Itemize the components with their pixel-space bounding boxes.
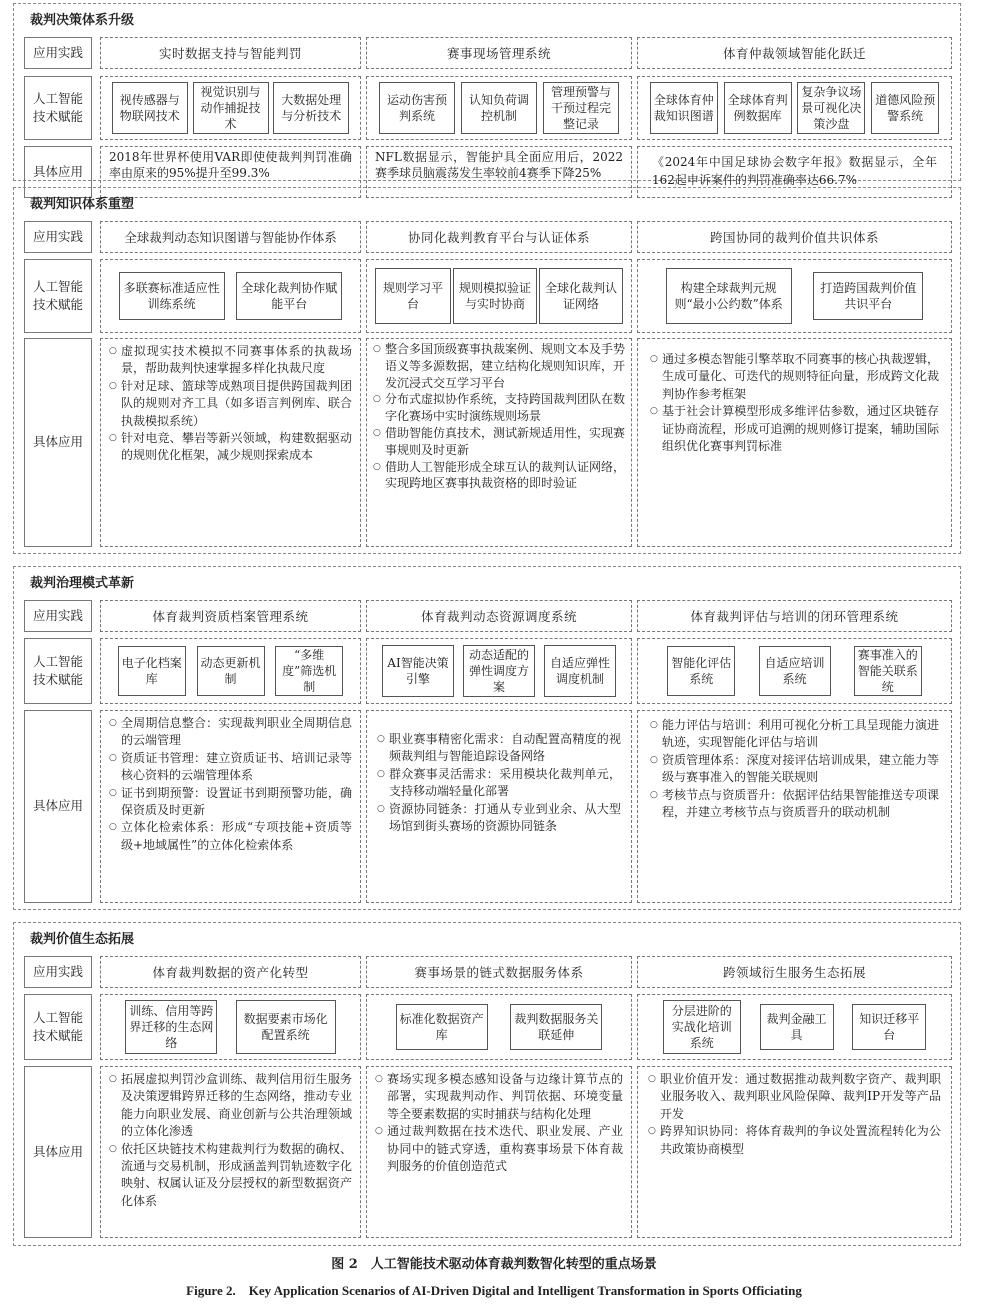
tech-box: 规则模拟验证与实时协商	[453, 268, 537, 324]
tech-box: 动态适配的弹性调度方案	[463, 645, 535, 697]
app-item-text: 基于社会计算模型形成多维评估参数，通过区块链存证协商流程，形成可追溯的规则修订提案，辅助国际组织优化赛事判罚标准	[662, 404, 939, 453]
app-item-text: 能力评估与培训：利用可视化分析工具呈现能力演进轨迹，实现智能化评估与培训	[662, 718, 939, 750]
tech-box: 认知负荷调控机制	[461, 82, 537, 134]
section-title: 裁判价值生态拓展	[30, 932, 135, 947]
bullet-icon: ○	[373, 344, 381, 354]
app-item	[648, 1123, 941, 1158]
app-item	[373, 391, 625, 425]
practice-header: 协同化裁判教育平台与认证体系	[366, 221, 632, 253]
tech-group	[100, 638, 361, 704]
tech-box: 裁判数据服务关联延伸	[510, 1004, 602, 1050]
app-item-text: 资源协同链条：打通从专业到业余、从大型场馆到街头赛场的资源协同链条	[389, 801, 621, 833]
bullet-icon: ○	[109, 718, 117, 728]
app-item-text: 跨界知识协同：将体育裁判的争议处置流程转化为公共政策协商模型	[660, 1124, 941, 1156]
app-item-text: 针对足球、篮球等成熟项目提供跨国裁判团队的规则对齐工具（如多语言判例库、联合执裁模拟系统）	[121, 378, 352, 428]
practice-header: 体育仲裁领域智能化跃迁	[637, 37, 952, 69]
tech-box: 打造跨国裁判价值共识平台	[813, 272, 923, 320]
tech-group	[100, 994, 361, 1060]
practice-row	[24, 221, 950, 253]
app-text	[100, 710, 361, 903]
bullet-icon: ○	[375, 1074, 383, 1084]
app-text	[637, 338, 952, 547]
bullet-icon: ○	[109, 752, 117, 763]
tech-box: AI智能决策引擎	[382, 645, 454, 697]
practice-header: 跨领域衍生服务生态拓展	[637, 956, 952, 988]
app-item-text: 赛场实现多模态感知设备与边缘计算节点的部署，实现裁判动作、判罚依据、环境变量等全要素数据的实时捕获与结构化处理	[387, 1072, 623, 1121]
app-item-text: 分布式虚拟协作系统，支持跨国裁判团队在数字化赛场中实时演练规则场景	[385, 392, 626, 424]
section-title: 裁判治理模式革新	[30, 576, 135, 591]
app-item	[373, 459, 625, 493]
tech-box: 训练、信用等跨界迁移的生态网络	[125, 1000, 217, 1054]
tech-group	[100, 76, 361, 140]
tech-row	[24, 76, 950, 140]
tech-label: 人工智能技术赋能	[24, 994, 92, 1060]
practice-row	[24, 956, 950, 988]
tech-box: 全球化裁判协作赋能平台	[236, 272, 342, 320]
bullet-icon: ○	[377, 734, 385, 744]
tech-group	[100, 259, 361, 333]
bullet-icon: ○	[109, 787, 117, 798]
tech-box: 构建全球裁判元规则“最小公约数”体系	[666, 268, 792, 324]
app-item-text: 职业价值开发：通过数据推动裁判数字资产、裁判职业服务收入、裁判职业风险保障、裁判IP开发等产品开发	[660, 1072, 941, 1121]
tech-box: 规则学习平台	[375, 268, 451, 324]
section-knowledge	[13, 187, 961, 554]
tech-box: 道德风险预警系统	[871, 82, 939, 134]
practice-row	[24, 600, 950, 632]
app-item	[375, 1071, 623, 1123]
tech-row	[24, 994, 950, 1060]
tech-label: 人工智能技术赋能	[24, 76, 92, 140]
practice-header: 体育裁判评估与培训的闭环管理系统	[637, 600, 952, 632]
tech-box: 视觉识别与动作捕捉技术	[193, 82, 269, 134]
bullet-icon: ○	[650, 754, 658, 765]
app-item-text: 通过裁判数据在技术迭代、职业发展、产业协同中的链式穿透，重构赛事场景下体育裁判服务的价值创造范式	[387, 1124, 623, 1173]
tech-label: 人工智能技术赋能	[24, 259, 92, 333]
tech-group	[637, 76, 952, 140]
tech-box: 自适应弹性调度机制	[544, 645, 616, 697]
tech-box: 智能化评估系统	[667, 646, 735, 696]
bullet-icon: ○	[109, 1074, 117, 1084]
app-text	[637, 1066, 952, 1238]
app-row	[24, 1066, 950, 1238]
practice-header: 全球裁判动态知识图谱与智能协作体系	[100, 221, 361, 253]
tech-box: 自适应培训系统	[759, 646, 831, 696]
app-item-text: 虚拟现实技术模拟不同赛事体系的执裁场景，帮助裁判快速掌握多样化执裁尺度	[121, 344, 352, 376]
bullet-icon: ○	[109, 822, 117, 833]
tech-box: “多维度”筛选机制	[275, 646, 343, 696]
figure-caption-zh: 图 2 人工智能技术驱动体育裁判数智化转型的重点场景	[331, 1257, 657, 1272]
bullet-icon: ○	[109, 346, 117, 356]
app-item-text: 2018年世界杯使用VAR即使使裁判判罚准确率由原来的95%提升至99.3%	[109, 150, 352, 181]
app-item	[648, 1071, 941, 1123]
app-item-text: 群众赛事灵活需求：采用模块化裁判单元，支持移动端轻量化部署	[389, 766, 621, 799]
app-item-text: 资质证书管理：建立资质证书、培训记录等核心资料的云端管理体系	[121, 750, 352, 783]
app-label: 具体应用	[24, 338, 92, 547]
tech-box: 视传感器与物联网技术	[112, 82, 188, 134]
tech-box: 电子化档案库	[118, 646, 186, 696]
app-item	[109, 378, 352, 430]
practice-label: 应用实践	[24, 37, 92, 69]
tech-box: 复杂争议场景可视化决策沙盘	[797, 82, 865, 134]
practice-row	[24, 37, 950, 69]
practice-header: 实时数据支持与智能判罚	[100, 37, 361, 69]
app-text	[366, 1066, 632, 1238]
app-item-text: 资质管理体系：深度对接评估培训成果，建立能力等级与赛事准入的智能关联规则	[662, 752, 939, 785]
app-item-text: 整合多国顶级赛事执裁案例、规则文本及手势语义等多源数据，建立结构化规则知识库，开发沉浸式交互学习平台	[385, 342, 626, 390]
tech-box: 分层进阶的实战化培训系统	[663, 1000, 741, 1054]
bullet-icon: ○	[650, 354, 658, 364]
tech-box: 动态更新机制	[197, 646, 265, 696]
app-item-text: NFL数据显示，智能护具全面应用后，2022赛季球员脑震荡发生率较前4赛季下降25%	[375, 150, 623, 181]
bullet-icon: ○	[650, 789, 658, 800]
tech-box: 全球体育判例数据库	[724, 82, 792, 134]
tech-box: 知识迁移平台	[852, 1004, 926, 1050]
app-label: 具体应用	[24, 710, 92, 903]
bullet-icon: ○	[109, 1143, 117, 1154]
app-item	[650, 351, 939, 403]
bullet-icon: ○	[375, 1126, 383, 1137]
app-item-text: 针对电竞、攀岩等新兴领域，构建数据驱动的规则优化框架，减少规则探索成本	[121, 430, 352, 463]
tech-group	[366, 638, 632, 704]
app-item	[109, 715, 352, 750]
app-item	[377, 766, 621, 801]
app-item	[373, 425, 625, 459]
app-item	[650, 787, 939, 822]
practice-header: 赛事场景的链式数据服务体系	[366, 956, 632, 988]
tech-box: 管理预警与干预过程完整记录	[543, 82, 619, 134]
app-item	[373, 341, 625, 391]
tech-box: 标准化数据资产库	[396, 1004, 488, 1050]
app-item	[109, 1071, 352, 1141]
app-item-text: 借助智能仿真技术，测试新规适用性，实现赛事规则及时更新	[385, 425, 626, 457]
app-item-text: 通过多模态智能引擎萃取不同赛事的核心执裁逻辑，生成可量化、可迭代的规则特征向量，形成跨文化裁判协作参考框架	[662, 352, 939, 401]
app-item	[109, 750, 352, 785]
app-label: 具体应用	[24, 1066, 92, 1238]
bullet-icon: ○	[377, 768, 385, 779]
bullet-icon: ○	[648, 1074, 656, 1084]
app-item	[109, 819, 352, 854]
app-item-text: 拓展虚拟判罚沙盒训练、裁判信用衍生服务及决策逻辑跨界迁移的生态网络，推动专业能力向职业发展、商业创新与公共治理领域的立体化渗透	[121, 1072, 352, 1139]
section-title: 裁判决策体系升级	[30, 13, 135, 28]
bullet-icon: ○	[373, 461, 381, 472]
tech-box: 数据要素市场化配置系统	[236, 1000, 336, 1054]
tech-box: 大数据处理与分析技术	[273, 82, 349, 134]
app-item	[650, 752, 939, 787]
tech-box: 运动伤害预判系统	[379, 82, 455, 134]
practice-label: 应用实践	[24, 600, 92, 632]
app-text	[366, 338, 632, 547]
app-text	[366, 710, 632, 903]
tech-row	[24, 259, 950, 333]
tech-box: 全球化裁判认证网络	[539, 268, 623, 324]
tech-group	[637, 994, 952, 1060]
app-item	[109, 1141, 352, 1211]
app-item	[109, 430, 352, 465]
bullet-icon: ○	[648, 1126, 656, 1137]
section-value	[13, 922, 961, 1246]
tech-group	[637, 638, 952, 704]
tech-row	[24, 638, 950, 704]
app-row	[24, 338, 950, 547]
section-decision	[13, 3, 961, 187]
practice-header: 体育裁判动态资源调度系统	[366, 600, 632, 632]
practice-header: 体育裁判资质档案管理系统	[100, 600, 361, 632]
tech-box: 赛事准入的智能关联系统	[854, 646, 922, 696]
app-item	[375, 1123, 623, 1175]
section-title: 裁判知识体系重塑	[30, 197, 135, 212]
app-item-text: 全周期信息整合：实现裁判职业全周期信息的云端管理	[121, 716, 352, 748]
tech-group	[366, 259, 632, 333]
app-text	[100, 338, 361, 547]
bullet-icon: ○	[373, 394, 381, 405]
bullet-icon: ○	[109, 432, 117, 443]
tech-box: 多联赛标准适应性训练系统	[119, 272, 225, 320]
app-item-text: 借助人工智能形成全球互认的裁判认证网络，实现跨地区赛事执裁资格的即时验证	[385, 459, 626, 491]
app-item	[109, 785, 352, 820]
bullet-icon: ○	[109, 380, 117, 391]
app-item-text: 立体化检索体系：形成“专项技能+资质等级+地域属性”的立体化检索体系	[121, 820, 352, 852]
practice-label: 应用实践	[24, 221, 92, 253]
app-item-text: 职业赛事精密化需求：自动配置高精度的视频裁判组与智能追踪设备网络	[389, 732, 621, 764]
bullet-icon: ○	[650, 406, 658, 417]
figure-caption-en: Figure 2. Key Application Scenarios of AI-Driven Digital and Intelligent Transformation in Sports Officiating	[186, 1283, 802, 1298]
practice-label: 应用实践	[24, 956, 92, 988]
tech-label: 人工智能技术赋能	[24, 638, 92, 704]
app-label: 具体应用	[24, 146, 92, 198]
app-item	[377, 801, 621, 836]
app-text	[100, 1066, 361, 1238]
tech-group	[366, 994, 632, 1060]
app-item-text: 证书到期预警：设置证书到期预警功能，确保资质及时更新	[121, 785, 352, 817]
app-item-text: 《2024年中国足球协会数字年报》数据显示，全年162起申诉案件的判罚准确率达66.7%	[652, 155, 937, 187]
bullet-icon: ○	[373, 427, 381, 438]
app-text	[637, 710, 952, 903]
practice-header: 跨国协同的裁判价值共识体系	[637, 221, 952, 253]
tech-group	[366, 76, 632, 140]
tech-group	[637, 259, 952, 333]
app-item-text: 依托区块链技术构建裁判行为数据的确权、流通与交易机制，形成涵盖判罚轨迹数字化映射、权属认证及分层授权的新型数据资产化体系	[121, 1141, 352, 1208]
app-item	[650, 403, 939, 455]
app-item-text: 考核节点与资质晋升：依据评估结果智能推送专项课程，并建立考核节点与资质晋升的联动机制	[662, 787, 939, 819]
practice-header: 体育裁判数据的资产化转型	[100, 956, 361, 988]
section-governance	[13, 566, 961, 910]
bullet-icon: ○	[377, 803, 385, 814]
practice-header: 赛事现场管理系统	[366, 37, 632, 69]
bullet-icon: ○	[650, 720, 658, 730]
app-item	[109, 343, 352, 378]
app-row	[24, 710, 950, 903]
app-item	[377, 731, 621, 766]
tech-box: 裁判金融工具	[760, 1004, 834, 1050]
tech-box: 全球体育仲裁知识图谱	[650, 82, 718, 134]
app-item	[650, 717, 939, 752]
